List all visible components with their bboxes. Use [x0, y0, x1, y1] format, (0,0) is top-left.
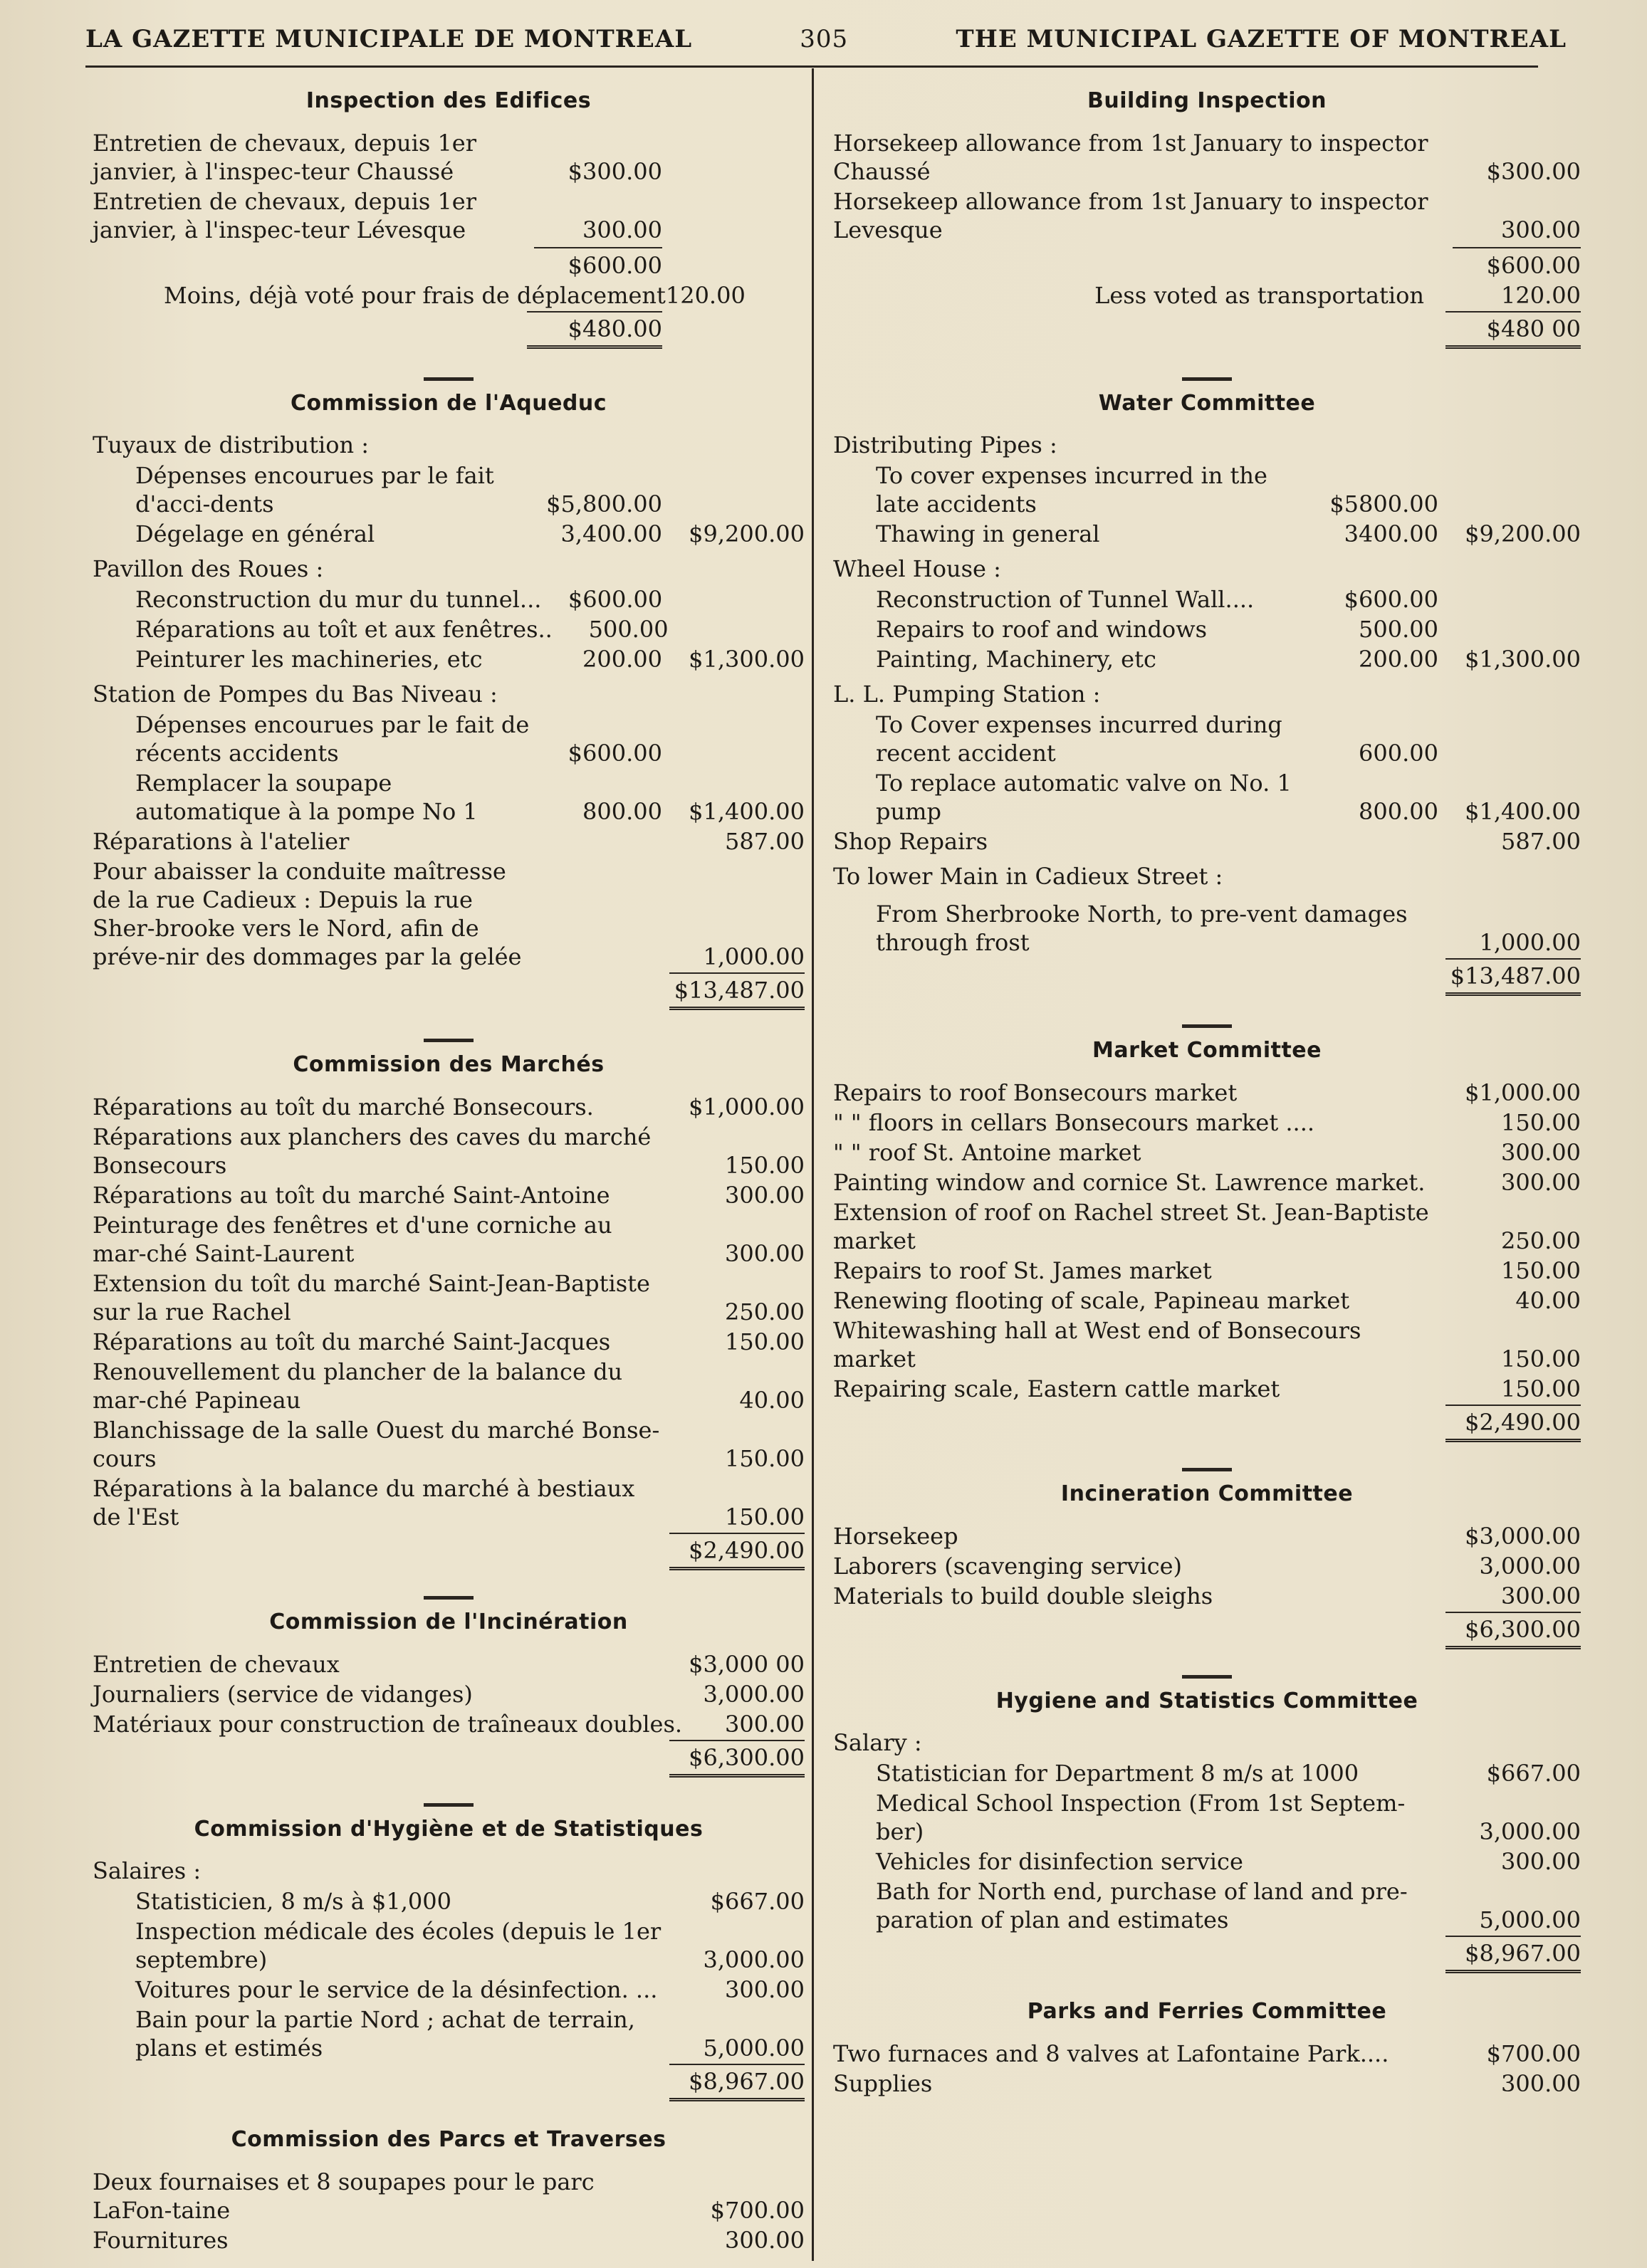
line-item [93, 1680, 805, 1708]
section-total: $13,487.00 [669, 972, 805, 1010]
line-amount: 300.00 [1501, 1582, 1581, 1610]
group-label: To lower Main in Cadieux Street : [833, 863, 1223, 890]
line-item [833, 461, 1581, 518]
line-desc: Bath for North end, purchase of land and pre-paration of plan and estimates [876, 1878, 1408, 1933]
line-item [93, 461, 805, 518]
section-separator [1182, 1024, 1232, 1028]
line-desc: Remplacer la soupape automatique à la pompe No 1 [135, 770, 478, 825]
line-item [833, 1198, 1581, 1255]
group-total: $1,400.00 [689, 798, 805, 825]
line-amount: 600.00 [1359, 740, 1438, 767]
line-amount: 200.00 [582, 646, 662, 673]
line-item [833, 251, 1581, 280]
line-amount: 120.00 [665, 282, 746, 309]
group-label: Distributing Pipes : [833, 431, 1057, 458]
line-item [833, 900, 1581, 957]
section-total: $6,300.00 [669, 1740, 805, 1778]
line-item [833, 1847, 1581, 1876]
line-item [833, 1582, 1581, 1610]
line-amount: $1,000.00 [689, 1093, 805, 1120]
section-title: Commission de l'Incinération [269, 1610, 628, 1634]
line-desc: " " roof St. Antoine market [833, 1139, 1141, 1166]
line-amount: 3,000.00 [1479, 1553, 1581, 1580]
line-desc: Horsekeep [833, 1523, 958, 1550]
line-desc: From Sherbrooke North, to pre-vent damages through frost [876, 901, 1408, 956]
line-item [93, 1181, 805, 1209]
line-amount: 3,000.00 [703, 1681, 805, 1708]
line-item [93, 2226, 805, 2254]
line-desc: Shop Repairs [833, 828, 988, 855]
line-item [833, 1138, 1581, 1167]
line-amount: 150.00 [725, 1445, 805, 1472]
line-amount: $667.00 [710, 1888, 805, 1915]
line-item [93, 1710, 805, 1738]
line-desc: Reconstruction du mur du tunnel... [135, 586, 542, 613]
line-amount: 300.00 [1501, 1848, 1581, 1875]
line-item [93, 2168, 805, 2225]
line-desc: Réparations à la balance du marché à bestiaux de l'Est [93, 1475, 635, 1531]
column-divider [812, 68, 814, 2261]
line-item [93, 1416, 805, 1473]
line-item [833, 1375, 1581, 1403]
line-item [93, 1269, 805, 1326]
line-amount: 150.00 [1501, 1257, 1581, 1284]
line-desc: Repairs to roof and windows [876, 616, 1207, 643]
section-total: $13,487.00 [1445, 958, 1581, 996]
section-total: $480.00 [527, 311, 662, 349]
line-amount: 300.00 [725, 1976, 805, 2003]
line-amount: $3,000.00 [1465, 1523, 1581, 1550]
line-desc: Dépenses encourues par le fait de récents accidents [135, 711, 530, 767]
line-amount: 3,000.00 [703, 1946, 805, 1973]
group-label: Wheel House : [833, 555, 1001, 582]
section-total: $2,490.00 [1445, 1405, 1581, 1442]
line-item [833, 2039, 1581, 2068]
line-desc: Réparations au toît du marché Saint-Antoine [93, 1182, 610, 1209]
line-desc: Two furnaces and 8 valves at Lafontaine Park.... [833, 2040, 1389, 2067]
line-desc: " " floors in cellars Bonsecours market .... [833, 1109, 1315, 1136]
line-desc: Statisticien, 8 m/s à $1,000 [135, 1888, 451, 1915]
fr-hygiene-section [93, 1817, 805, 2101]
line-desc: Whitewashing hall at West end of Bonsecours market [833, 1317, 1361, 1372]
line-amount: 1,000.00 [703, 943, 805, 970]
line-amount: $700.00 [1486, 2040, 1581, 2067]
line-amount: 500.00 [588, 616, 669, 643]
line-item [93, 1887, 805, 1916]
line-desc: Horsekeep allowance from 1st January to inspector Chaussé [833, 130, 1428, 185]
line-item [93, 769, 805, 826]
line-amount: 40.00 [739, 1387, 805, 1414]
page-number: 305 [800, 25, 849, 53]
line-amount: 150.00 [1501, 1109, 1581, 1136]
line-item [833, 1759, 1581, 1787]
line-amount: $667.00 [1486, 1760, 1581, 1787]
line-desc: To Cover expenses incurred during recent accident [876, 711, 1282, 767]
group-total: $1,300.00 [689, 646, 805, 673]
line-desc: Dépenses encourues par le fait d'acci-dents [135, 462, 494, 518]
section-total: $8,967.00 [1445, 1936, 1581, 1973]
english-column [833, 78, 1581, 2257]
line-desc: Vehicles for disinfection service [876, 1848, 1243, 1875]
line-desc: Extension du toît du marché Saint-Jean-Baptiste sur la rue Rachel [93, 1270, 650, 1325]
line-amount: 300.00 [725, 1182, 805, 1209]
line-amount: 1,000.00 [1479, 929, 1581, 956]
line-desc: Horsekeep allowance from 1st January to inspector Levesque [833, 188, 1428, 243]
line-item [93, 129, 805, 186]
line-amount: 300.00 [1501, 1169, 1581, 1196]
line-desc: Dégelage en général [135, 520, 375, 547]
line-desc: Renouvellement du plancher de la balance du mar-ché Papineau [93, 1358, 623, 1414]
line-item [93, 585, 805, 614]
section-total: $480 00 [1445, 311, 1581, 349]
line-amount: 250.00 [725, 1298, 805, 1325]
line-desc: Repairing scale, Eastern cattle market [833, 1375, 1280, 1402]
line-amount: 150.00 [725, 1503, 805, 1531]
line-item [833, 1256, 1581, 1285]
section-separator [424, 1803, 474, 1807]
line-desc: Laborers (scavenging service) [833, 1553, 1183, 1580]
line-desc: Réparations aux planchers des caves du marché Bonsecours [93, 1123, 652, 1179]
subtotal: $600.00 [1486, 252, 1581, 279]
line-amount: $5,800.00 [546, 490, 662, 518]
line-amount: 3,400.00 [560, 520, 662, 547]
line-item [93, 827, 805, 856]
line-item [93, 1093, 805, 1121]
line-item [833, 1108, 1581, 1137]
line-desc: Blanchissage de la salle Ouest du marché Bonse-cours [93, 1417, 660, 1472]
line-desc: Less voted as transportation [1094, 282, 1424, 309]
line-amount: 120.00 [1501, 282, 1581, 309]
line-amount: 300.00 [725, 1711, 805, 1738]
line-desc: Journaliers (service de vidanges) [93, 1681, 473, 1708]
line-item [93, 520, 805, 548]
line-amount: 200.00 [1359, 646, 1438, 673]
line-amount: 250.00 [1501, 1227, 1581, 1254]
line-item [833, 281, 1581, 310]
line-amount: 5,000.00 [703, 2035, 805, 2062]
line-item [833, 827, 1581, 856]
line-amount: 800.00 [582, 798, 662, 825]
header-rule [85, 65, 1538, 68]
section-title: Parks and Ferries Committee [1027, 1999, 1387, 2024]
section-title: Inspection des Edifices [305, 88, 592, 113]
line-amount: 587.00 [1501, 828, 1581, 855]
section-separator [1182, 377, 1232, 381]
section-title: Incineration Committee [1060, 1481, 1354, 1506]
line-item [93, 1358, 805, 1414]
rule [534, 247, 662, 248]
line-item [93, 1123, 805, 1180]
group-label: Salaires : [93, 1857, 202, 1884]
section-title: Commission de l'Aqueduc [290, 391, 607, 416]
line-amount: 150.00 [1501, 1375, 1581, 1402]
section-total: $2,490.00 [669, 1533, 805, 1570]
line-item [93, 1917, 805, 1974]
line-amount: 587.00 [725, 828, 805, 855]
line-desc: Deux fournaises et 8 soupapes pour le parc LaFon-taine [93, 2168, 595, 2224]
section-separator [424, 377, 474, 381]
group-total: $1,300.00 [1465, 646, 1581, 673]
line-desc: Peinturage des fenêtres et d'une corniche au mar-ché Saint-Laurent [93, 1212, 612, 1267]
line-amount: $3,000 00 [689, 1651, 805, 1678]
line-item [833, 645, 1581, 673]
line-item [833, 1552, 1581, 1580]
line-item [833, 520, 1581, 548]
line-amount: 300.00 [725, 1240, 805, 1267]
section-title: Commission d'Hygiène et de Statistiques [194, 1817, 704, 1842]
line-desc: Medical School Inspection (From 1st Septem-ber) [876, 1790, 1406, 1845]
line-desc: Statistician for Department 8 m/s at 1000 [876, 1760, 1359, 1787]
line-item [93, 615, 805, 644]
line-desc: Repairs to roof St. James market [833, 1257, 1212, 1284]
line-amount: 40.00 [1515, 1287, 1581, 1314]
line-amount: 500.00 [1359, 616, 1438, 643]
page-header [85, 14, 1567, 64]
line-amount: $600.00 [568, 586, 663, 613]
line-item [833, 1286, 1581, 1315]
line-amount: 3,000.00 [1479, 1818, 1581, 1845]
fr-water-section [93, 391, 805, 1010]
line-item [833, 1789, 1581, 1846]
line-amount: 150.00 [1501, 1345, 1581, 1372]
rule [1453, 247, 1581, 248]
line-desc: Entretien de chevaux, depuis 1er janvier, à l'inspec-teur Lévesque [93, 188, 477, 243]
line-amount: $600.00 [1344, 586, 1438, 613]
section-title: Building Inspection [1087, 88, 1327, 113]
line-item [833, 1078, 1581, 1107]
line-amount: 3400.00 [1344, 520, 1438, 547]
fr-parks-section [93, 2127, 805, 2254]
line-desc: Matériaux pour construction de traîneaux doubles. [93, 1711, 683, 1738]
fr-incineration-section [93, 1610, 805, 1778]
en-incineration-section [833, 1481, 1581, 1649]
subtotal: $600.00 [568, 252, 662, 279]
section-title: Water Committee [1098, 391, 1316, 416]
section-total: $8,967.00 [669, 2064, 805, 2101]
section-total: $6,300.00 [1445, 1612, 1581, 1649]
line-amount: $300.00 [1486, 158, 1581, 185]
group-total: $9,200.00 [689, 520, 805, 547]
fr-building-section [93, 88, 805, 349]
line-desc: Fournitures [93, 2227, 229, 2254]
section-separator [1182, 1675, 1232, 1679]
line-amount: $1,000.00 [1465, 1079, 1581, 1106]
line-item [833, 2069, 1581, 2098]
fr-markets-section [93, 1052, 805, 1570]
line-item [833, 710, 1581, 767]
line-desc: Supplies [833, 2070, 933, 2097]
section-separator [424, 1039, 474, 1042]
line-desc: Inspection médicale des écoles (depuis le 1er septembre) [135, 1918, 662, 1973]
header-french-title: LA GAZETTE MUNICIPALE DE MONTREAL [85, 25, 693, 53]
line-desc: Bain pour la partie Nord ; achat de terrain, plans et estimés [135, 2006, 635, 2062]
group-label: Station de Pompes du Bas Niveau : [93, 681, 498, 708]
section-separator [424, 1596, 474, 1600]
line-amount: $700.00 [710, 2197, 805, 2224]
line-desc: Reconstruction of Tunnel Wall.... [876, 586, 1255, 613]
line-item [93, 1474, 805, 1531]
line-item [833, 585, 1581, 614]
line-desc: Réparations au toît et aux fenêtres.. [135, 616, 553, 643]
line-desc: To replace automatic valve on No. 1 pump [876, 770, 1292, 825]
line-item [93, 281, 805, 310]
group-label: Pavillon des Roues : [93, 555, 324, 582]
line-item [93, 710, 805, 767]
en-building-section [833, 88, 1581, 349]
line-item [833, 187, 1581, 244]
line-desc: Moins, déjà voté pour frais de déplacement [164, 282, 666, 309]
line-item [93, 1328, 805, 1356]
line-item [833, 1877, 1581, 1934]
line-desc: Materials to build double sleighs [833, 1582, 1213, 1610]
line-amount: 5,000.00 [1479, 1906, 1581, 1933]
line-desc: Entretien de chevaux, depuis 1er janvier, à l'inspec-teur Chaussé [93, 130, 477, 185]
line-item [833, 615, 1581, 644]
line-amount: 150.00 [725, 1328, 805, 1355]
line-amount: 300.00 [725, 2227, 805, 2254]
line-item [93, 187, 805, 244]
line-desc: Thawing in general [876, 520, 1100, 547]
line-desc: To cover expenses incurred in the late accidents [876, 462, 1267, 518]
group-label: Salary : [833, 1729, 922, 1756]
line-amount: $300.00 [568, 158, 662, 185]
line-item [833, 129, 1581, 186]
line-item [833, 769, 1581, 826]
header-english-title: THE MUNICIPAL GAZETTE OF MONTREAL [956, 25, 1567, 53]
section-title: Hygiene and Statistics Committee [995, 1689, 1418, 1713]
line-desc: Pour abaisser la conduite maîtresse de la rue Cadieux : Depuis la rue Sher-brooke vers le Nord, afin de préve-nir des dommages par la gelée [93, 858, 522, 970]
line-amount: 300.00 [1501, 1139, 1581, 1166]
line-item [833, 1522, 1581, 1550]
line-desc: Entretien de chevaux [93, 1651, 340, 1678]
line-item [93, 857, 805, 971]
group-label: L. L. Pumping Station : [833, 681, 1101, 708]
line-item [833, 1168, 1581, 1197]
line-desc: Peinturer les machineries, etc [135, 646, 483, 673]
line-amount: 300.00 [1501, 216, 1581, 243]
line-item [93, 1975, 805, 2004]
line-item [93, 645, 805, 673]
line-desc: Repairs to roof Bonsecours market [833, 1079, 1238, 1106]
section-separator [1182, 1468, 1232, 1471]
line-desc: Voitures pour le service de la désinfection. ... [135, 1976, 658, 2003]
line-desc: Réparations à l'atelier [93, 828, 350, 855]
group-total: $1,400.00 [1465, 798, 1581, 825]
line-amount: 300.00 [1501, 2070, 1581, 2097]
line-amount: $600.00 [568, 740, 662, 767]
line-desc: Extension of roof on Rachel street St. Jean-Baptiste market [833, 1199, 1429, 1254]
french-column [93, 78, 805, 2257]
line-item [93, 1211, 805, 1268]
line-desc: Painting window and cornice St. Lawrence market. [833, 1169, 1426, 1196]
line-desc: Réparations au toît du marché Saint-Jacques [93, 1328, 611, 1355]
section-title: Market Committee [1092, 1038, 1322, 1063]
group-total: $9,200.00 [1465, 520, 1581, 547]
line-desc: Renewing flooting of scale, Papineau market [833, 1287, 1350, 1314]
group-label: Tuyaux de distribution : [93, 431, 370, 458]
line-desc: Painting, Machinery, etc [876, 646, 1156, 673]
line-item [93, 2005, 805, 2062]
section-title: Commission des Parcs et Traverses [231, 2127, 666, 2152]
section-title: Commission des Marchés [293, 1052, 605, 1077]
line-item [833, 1316, 1581, 1373]
line-amount: $5800.00 [1329, 490, 1438, 518]
line-item [93, 1650, 805, 1679]
line-amount: 800.00 [1359, 798, 1438, 825]
en-markets-section [833, 1038, 1581, 1442]
line-desc: Réparations au toît du marché Bonsecours. [93, 1093, 594, 1120]
line-item [93, 251, 805, 280]
en-water-section [833, 391, 1581, 996]
en-hygiene-section [833, 1689, 1581, 1973]
line-amount: 150.00 [725, 1152, 805, 1179]
en-parks-section [833, 1999, 1581, 2098]
line-amount: 300.00 [582, 216, 662, 243]
